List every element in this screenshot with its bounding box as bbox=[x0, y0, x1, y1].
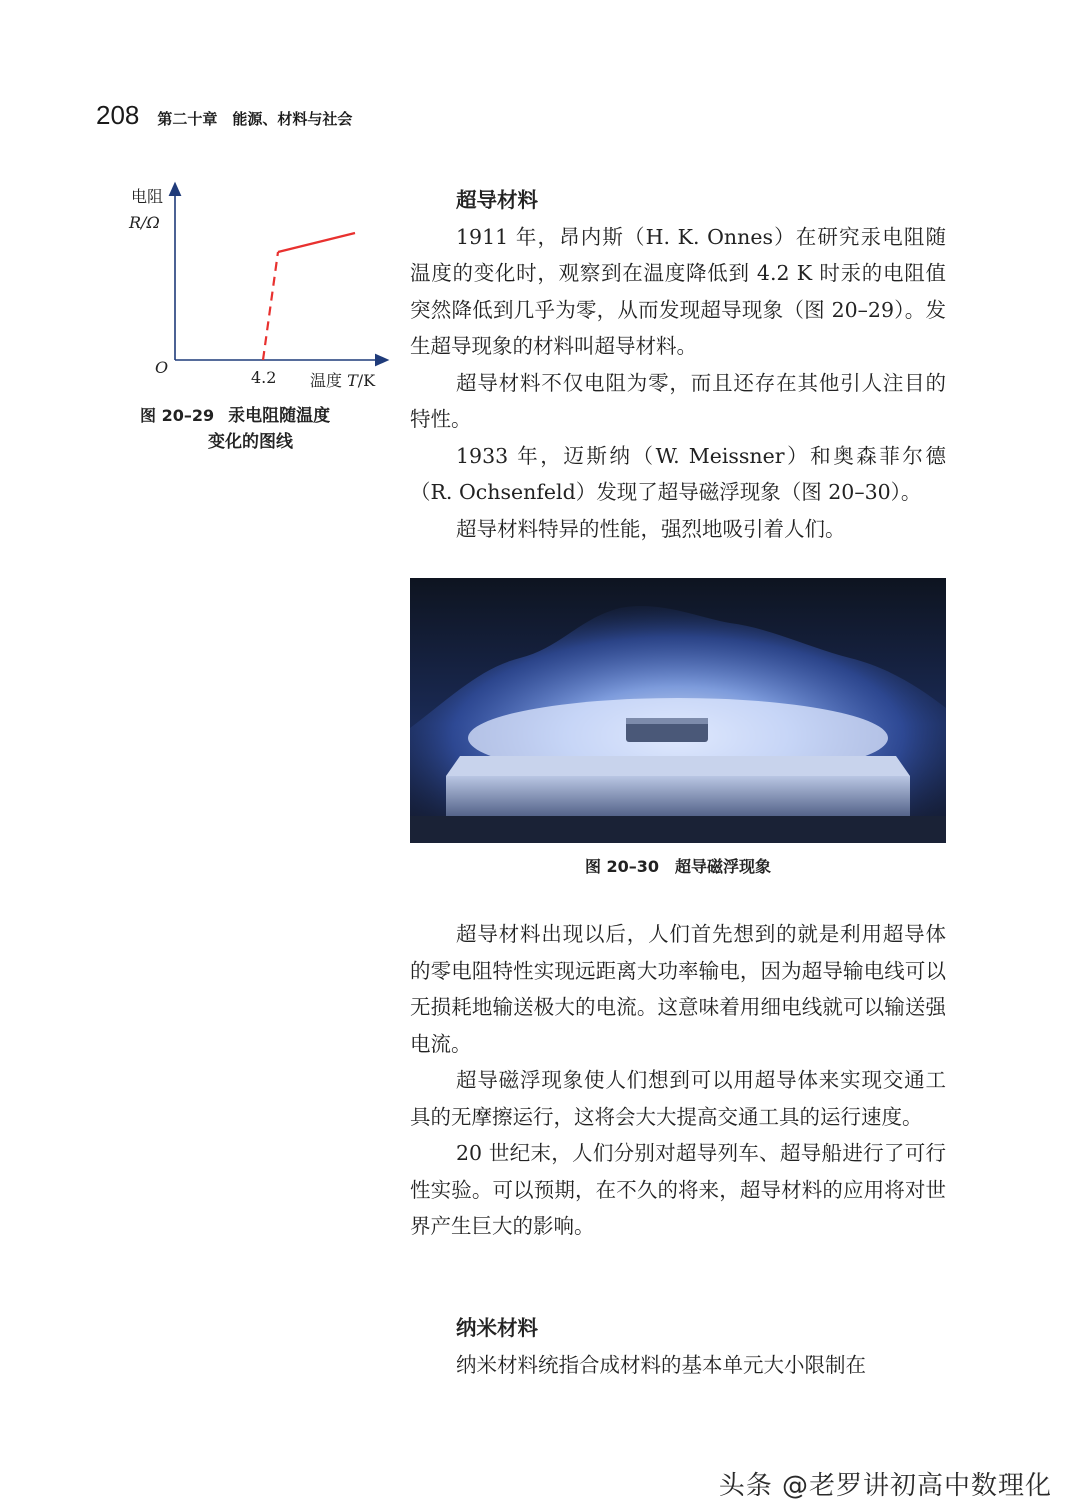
y-axis-label-1: 电阻 bbox=[131, 187, 164, 206]
paragraph: 超导材料特异的性能，强烈地吸引着人们。 bbox=[456, 516, 846, 541]
paragraph: 超导材料不仅电阻为零，而且还存在其他引人注目的特性。 bbox=[410, 370, 946, 431]
paragraph: 1933 年，迈斯纳（W. Meissner）和奥森菲尔德（R. Ochsenfeld）发现了超导磁浮现象（图 20–30）。 bbox=[410, 443, 946, 504]
paragraph: 超导材料出现以后，人们首先想到的就是利用超导体的零电阻特性实现远距离大功率输电，因为超导输电线可以无损耗地输送极大的电流。这意味着用细电线就可以输送强电流。 bbox=[410, 922, 946, 1056]
section-heading-nanomaterial: 纳米材料 bbox=[456, 1316, 538, 1340]
paragraph: 超导磁浮现象使人们想到可以用超导体来实现交通工具的无摩擦运行，这将会大大提高交通工具的运行速度。 bbox=[410, 1068, 946, 1129]
magnetic-levitation-photo bbox=[410, 578, 946, 843]
superconducting-drop-line bbox=[263, 252, 278, 360]
page-number: 208 bbox=[96, 100, 140, 130]
figure-20-30-caption: 图 20–30 超导磁浮现象 bbox=[584, 857, 772, 876]
page-header bbox=[96, 100, 352, 131]
nanomaterial-section bbox=[410, 1310, 946, 1383]
superconductor-section bbox=[410, 182, 946, 547]
y-axis-label-2: R/Ω bbox=[129, 213, 160, 232]
x-axis-label: 温度 T/K bbox=[310, 371, 376, 390]
x-tick-label: 4.2 bbox=[251, 368, 277, 387]
origin-label: O bbox=[155, 358, 169, 377]
chapter-title: 第二十章 能源、材料与社会 bbox=[157, 110, 353, 128]
normal-resistance-line bbox=[278, 233, 355, 252]
section-heading-superconductor: 超导材料 bbox=[456, 188, 538, 212]
paragraph: 1911 年，昂内斯（H. K. Onnes）在研究汞电阻随温度的变化时，观察到在温度降低到 4.2 K 时汞的电阻值突然降低到几乎为零，从而发现超导现象（图 20–29）。发生超导现象的材料叫超导材料。 bbox=[410, 224, 946, 358]
paragraph: 纳米材料统指合成材料的基本单元大小限制在 bbox=[456, 1352, 866, 1377]
resistance-temperature-figure bbox=[125, 180, 395, 405]
superconductor-applications bbox=[410, 916, 946, 1245]
watermark: 头条 @老罗讲初高中数理化 bbox=[718, 1471, 1052, 1501]
figure-20-29-caption: 图 20–29 汞电阻随温度 变化的图线 bbox=[140, 406, 331, 452]
paragraph: 20 世纪末，人们分别对超导列车、超导船进行了可行性实验。可以预期，在不久的将来，超导材料的应用将对世界产生巨大的影响。 bbox=[410, 1141, 946, 1238]
